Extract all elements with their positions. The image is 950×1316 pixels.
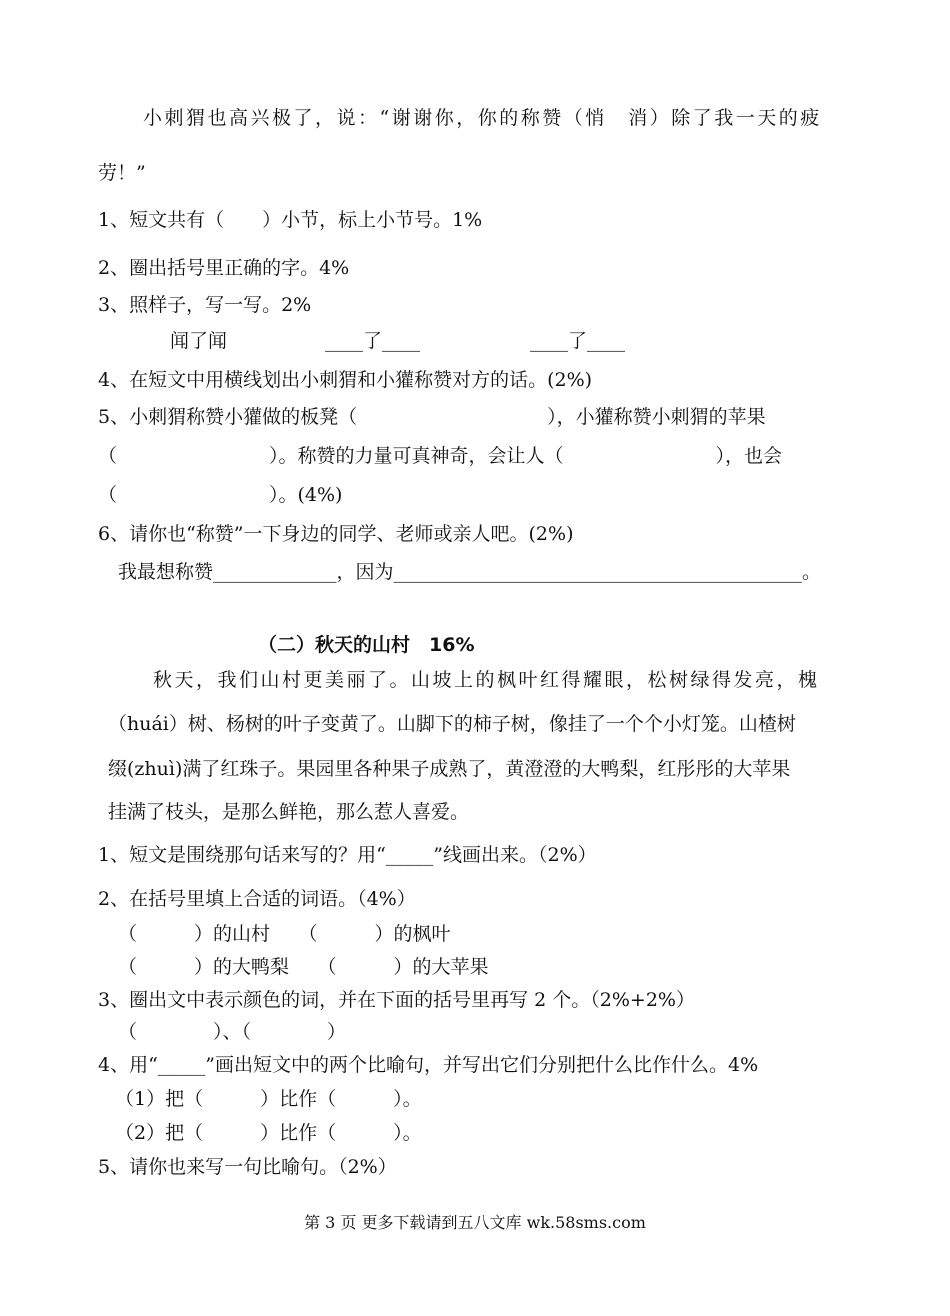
question-3: 3、圈出文中表示颜色的词，并在下面的括号里再写 2 个。（2%+2%） [98,989,695,1011]
passage-line: 秋天，我们山村更美丽了。山坡上的枫叶红得耀眼，松树绿得发亮，槐 [153,669,820,691]
question-6: 6、请你也“称赞”一下身边的同学、老师或亲人吧。(2%) [98,523,574,545]
story-paragraph-line: 劳！” [98,162,146,184]
question-5: 5、请你也来写一句比喻句。（2%） [98,1156,397,1178]
section-title: （二）秋天的山村 16% [258,634,475,656]
question-1: 1、短文共有（ ）小节，标上小节号。1% [98,209,483,231]
question-3-blanks: （ ）、（ ） [118,1021,347,1043]
question-2-row: （ ）的山村 （ ）的枫叶 [118,923,451,945]
question-3: 3、照样子，写一写。2% [98,294,312,316]
question-2: 2、圈出括号里正确的字。4% [98,257,350,279]
question-5-line: （ ）。称赞的力量可真神奇，会让人（ ），也会 [98,445,783,467]
question-1: 1、短文是围绕那句话来写的？用“_____”线画出来。（2%） [98,844,597,866]
question-4-item: （2）把（ ）比作（ ）。 [115,1122,422,1144]
question-3-blank: ____了____ [530,330,626,352]
passage-line: （huái）树、杨树的叶子变黄了。山脚下的柿子树，像挂了一个个小灯笼。山楂树 [108,713,796,735]
question-2-row: （ ）的大鸭梨 （ ）的大苹果 [118,956,489,978]
question-4: 4、用“_____”画出短文中的两个比喻句，并写出它们分别把什么比作什么。4% [98,1054,759,1076]
story-paragraph-line: 小刺猬也高兴极了，说：“谢谢你，你的称赞（悄 消）除了我一天的疲 [143,107,822,129]
question-4-item: （1）把（ ）比作（ ）。 [115,1088,422,1110]
page-footer: 第 3 页 更多下载请到五八文库 wk.58sms.com [304,1213,646,1232]
question-5-line: 5、小刺猬称赞小獾做的板凳（ ），小獾称赞小刺猬的苹果 [98,406,766,428]
passage-line: 挂满了枝头，是那么鲜艳，那么惹人喜爱。 [108,801,470,823]
passage-line: 缀(zhuì)满了红珠子。果园里各种果子成熟了，黄澄澄的大鸭梨，红彤彤的大苹果 [108,758,791,780]
question-4: 4、在短文中用横线划出小刺猬和小獾称赞对方的话。(2%) [98,369,593,391]
question-2: 2、在括号里填上合适的词语。（4%） [98,888,416,910]
question-3-blank: ____了____ [325,330,421,352]
question-3-example: 闻了闻 [170,330,228,352]
question-5-line: （ ）。(4%) [98,484,343,506]
question-6-answer-line: 我最想称赞_____________，因为___________________________________________。 [118,561,822,583]
